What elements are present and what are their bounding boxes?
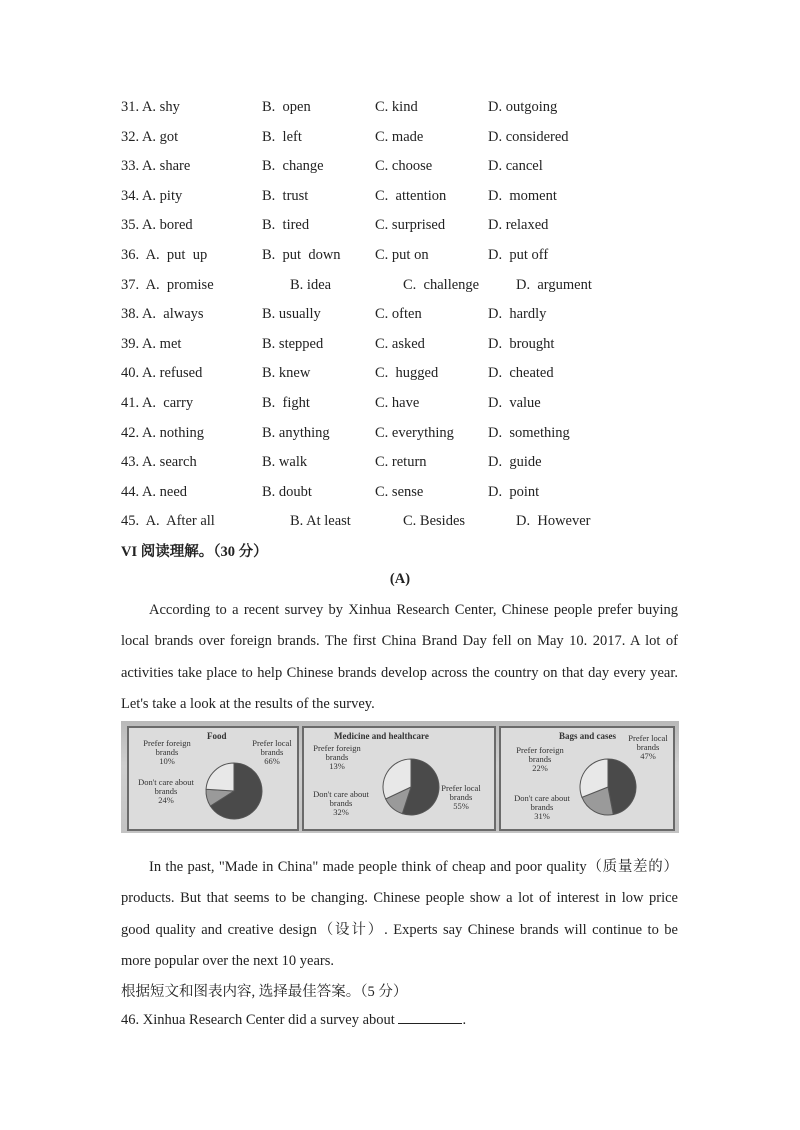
option-c: C. choose [375,158,433,175]
option-d: D. moment [488,187,557,204]
option-c: C. everything [375,424,454,441]
option-c: C. surprised [375,217,446,234]
option-c: C. often [375,306,422,323]
option-row [121,244,701,274]
option-row [121,422,701,452]
label-dontcare: Don't care about brands 32% [313,789,369,817]
option-d: D. hardly [488,306,547,323]
option-c: C. hugged [375,365,439,382]
label-local: Prefer local brands 47% [628,733,668,761]
option-c: C. made [375,128,424,145]
option-a: 41. A. carry [121,394,194,411]
option-row [121,333,701,363]
section-title: VI 阅读理解。（30 分） [121,544,268,560]
label-foreign: Prefer foreign brands 22% [516,745,564,773]
option-row [121,362,701,392]
option-a: 44. A. need [121,483,188,500]
option-d: D. cheated [488,365,554,382]
question-text: 46. Xinhua Research Center did a survey about [121,1012,399,1028]
survey-charts [121,721,679,833]
option-row [121,126,701,156]
answer-blank[interactable] [398,1011,462,1024]
cloze-options [121,96,701,540]
pie-slice-local [608,759,636,815]
label-foreign: Prefer foreign brands 10% [143,738,191,766]
option-c: C. sense [375,483,424,500]
pie-chart [203,760,265,822]
chart-bags [499,726,675,831]
question-46: 46. Xinhua Research Center did a survey about . [121,1012,467,1028]
option-b: B. trust [262,187,309,204]
option-b: B. walk [262,454,308,471]
option-c: C. put on [375,246,429,263]
option-a: 36. A. put up [121,246,208,263]
label-dontcare: Don't care about brands 31% [514,793,570,821]
option-d: D. outgoing [488,99,558,115]
chart-title: Food [207,731,227,741]
option-b: B. idea [290,276,332,293]
option-b: B. usually [262,306,321,323]
option-d: D. point [488,483,540,500]
label-local: Prefer local brands 66% [252,738,292,766]
chart-title: Medicine and healthcare [334,731,429,741]
option-d: D. relaxed [488,217,549,234]
option-d: D. put off [488,246,549,263]
option-b: B. fight [262,394,310,411]
option-c: C. return [375,454,427,471]
label-dontcare: Don't care about brands 24% [138,777,194,805]
option-b: B. change [262,158,324,175]
chart-title: Bags and cases [559,731,617,741]
option-d: D. considered [488,128,569,145]
option-row [121,392,701,422]
option-c: C. asked [375,335,425,352]
option-a: 45. A. After all [121,513,215,530]
label-local: Prefer local brands 55% [441,783,481,811]
option-b: B. anything [262,424,330,441]
option-row [121,510,701,540]
pie-chart [380,756,442,818]
option-b: B. At least [290,513,351,530]
option-a: 43. A. search [121,454,197,471]
pie-slice-dontcare [206,763,234,791]
option-row [121,274,701,304]
paragraph-1: According to a recent survey by Xinhua Research Center, Chinese people prefer buying local brands over foreign brands. The first China Brand Day fell on May 10. 2017. A lot of activities take place to help Chinese brands develop across the country on that day every year. Let's take a look at the results of the survey. [121,602,678,712]
option-row [121,451,701,481]
option-d: D. value [488,394,541,411]
option-d: D. argument [516,276,592,293]
option-c: C. attention [375,187,447,204]
option-a: 31. A. shy [121,99,180,115]
instruction: 根据短文和图表内容, 选择最佳答案。（5 分） [121,984,408,1000]
option-d: D. cancel [488,158,543,175]
option-row [121,185,701,215]
chart-medicine [302,726,496,831]
option-row [121,303,701,333]
option-a: 32. A. got [121,128,179,145]
passage-label: (A) [389,571,411,587]
option-row [121,214,701,244]
option-row [121,155,701,185]
option-a: 38. A. always [121,306,204,323]
option-a: 39. A. met [121,335,182,352]
option-c: C. kind [375,99,418,115]
option-a: 34. A. pity [121,187,183,204]
option-b: B. tired [262,217,310,234]
option-b: B. stepped [262,335,324,352]
option-c: C. have [375,394,420,411]
option-a: 42. A. nothing [121,424,204,441]
option-c: C. Besides [403,513,466,530]
option-b: B. knew [262,365,311,382]
option-row [121,96,701,126]
chart-food [127,726,299,831]
option-d: D. brought [488,335,555,352]
option-row [121,481,701,511]
option-b: B. open [262,99,311,115]
option-a: 37. A. promise [121,276,214,293]
option-b: B. left [262,128,302,145]
option-b: B. put down [262,246,341,263]
option-a: 33. A. share [121,158,191,175]
paragraph-2: In the past, "Made in China" made people think of cheap and poor quality（质量差的）products. But that seems to be changing. Chinese people show a lot of interest in low price good quality and creative design（设计）. Experts say Chinese brands will continue to be more popular over the next 10 years. [121,859,678,969]
option-a: 40. A. refused [121,365,203,382]
option-d: D. something [488,424,570,441]
option-d: D. guide [488,454,542,471]
pie-chart [577,756,639,818]
option-d: D. However [516,513,591,530]
option-b: B. doubt [262,483,312,500]
label-foreign: Prefer foreign brands 13% [313,743,361,771]
option-c: C. challenge [403,276,480,293]
option-a: 35. A. bored [121,217,193,234]
